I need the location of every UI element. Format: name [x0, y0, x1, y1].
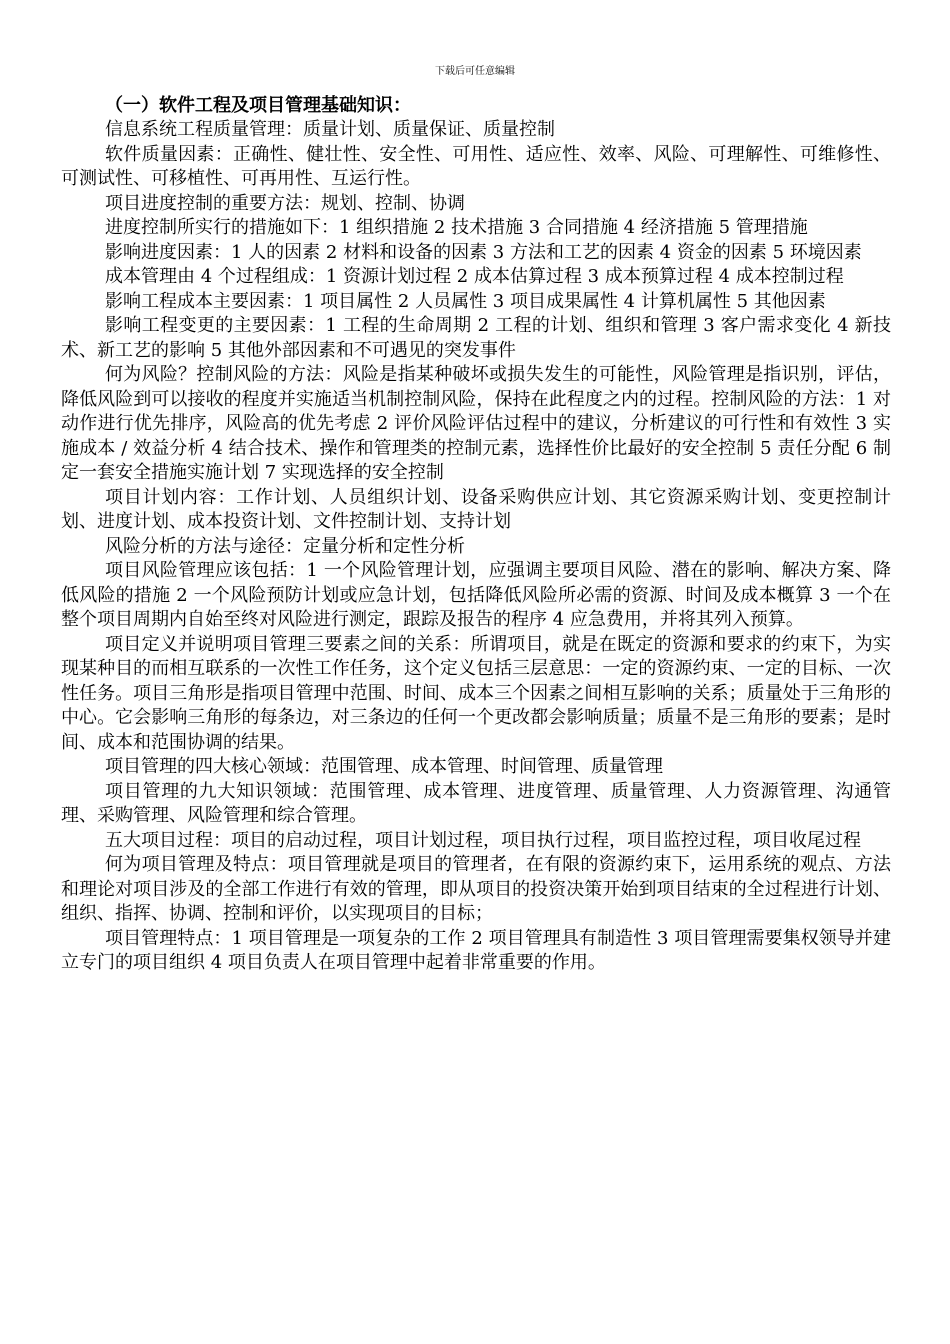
paragraph-risk-management-contents: 项目风险管理应该包括：1 一个风险管理计划，应强调主要项目风险、潜在的影响、解决方案、降低风险的措施 2 一个风险预防计划或应急计划，包括降低风险所必需的资源、时间及成本概算 3 一个在整个项目周期内自始至终对风险进行测定，跟踪及报告的程序 4 应急费用，并将其列入预算。 [61, 560, 891, 630]
paragraph-project-plan-contents: 项目计划内容：工作计划、人员组织计划、设备采购供应计划、其它资源采购计划、变更控制计划、进度计划、成本投资计划、文件控制计划、支持计划 [61, 486, 891, 532]
paragraph-risk-definition: 何为风险？控制风险的方法：风险是指某种破坏或损失发生的可能性，风险管理是指识别，评估，降低风险到可以接收的程度并实施适当机制控制风险，保持在此程度之内的过程。控制风险的方法：1 对动作进行优先排序，风险高的优先考虑 2 评价风险评估过程中的建议，分析建议的可行性和有效性 3 实施成本 / 效益分析 4 结合技术、操作和管理类的控制元素，选择性价比最好的安全控制 5 责任分配 6 制定一套安全措施实施计划 7 实现选择的安全控制 [61, 364, 891, 483]
paragraph-cost-management-processes: 成本管理由 4 个过程组成：1 资源计划过程 2 成本估算过程 3 成本预算过程 4 成本控制过程 [105, 266, 844, 287]
paragraph-risk-analysis-methods: 风险分析的方法与途径：定量分析和定性分析 [105, 535, 465, 557]
page-header: 下载后可任意编辑 [435, 66, 515, 77]
paragraph-process-groups: 五大项目过程：项目的启动过程，项目计划过程，项目执行过程，项目监控过程，项目收尾过程 [105, 829, 861, 851]
document-body [61, 94, 891, 976]
paragraph-schedule-factors: 影响进度因素：1 人的因素 2 材料和设备的因素 3 方法和工艺的因素 4 资金的因素 5 环境因素 [105, 241, 862, 263]
paragraph-schedule-control-methods: 项目进度控制的重要方法：规划、控制、协调 [105, 192, 465, 214]
paragraph-software-quality-factors: 软件质量因素：正确性、健壮性、安全性、可用性、适应性、效率、风险、可理解性、可维修性、可测试性、可移植性、可再用性、互运行性。 [61, 143, 891, 189]
paragraph-knowledge-areas: 项目管理的九大知识领域：范围管理、成本管理、进度管理、质量管理、人力资源管理、沟通管理、采购管理、风险管理和综合管理。 [61, 780, 891, 826]
paragraph-schedule-control-measures: 进度控制所实行的措施如下：1 组织措施 2 技术措施 3 合同措施 4 经济措施 5 管理措施 [105, 217, 808, 238]
section-title: （一）软件工程及项目管理基础知识： [105, 95, 411, 116]
paragraph-quality-management: 信息系统工程质量管理：质量计划、质量保证、质量控制 [105, 119, 555, 140]
paragraph-change-factors: 影响工程变更的主要因素：1 工程的生命周期 2 工程的计划、组织和管理 3 客户需求变化 4 新技术、新工艺的影响 5 其他外部因素和不可遇见的突发事件 [61, 315, 891, 361]
paragraph-core-areas: 项目管理的四大核心领域：范围管理、成本管理、时间管理、质量管理 [105, 756, 663, 777]
paragraph-project-management-definition: 何为项目管理及特点：项目管理就是项目的管理者，在有限的资源约束下，运用系统的观点、方法和理论对项目涉及的全部工作进行有效的管理，即从项目的投资决策开始到项目结束的全过程进行计划、组织、指挥、协调、控制和评价，以实现项目的目标； [61, 854, 891, 924]
paragraph-project-management-features: 项目管理特点：1 项目管理是一项复杂的工作 2 项目管理具有制造性 3 项目管理需要集权领导并建立专门的项目组织 4 项目负责人在项目管理中起着非常重要的作用。 [61, 927, 891, 973]
paragraph-cost-factors: 影响工程成本主要因素：1 项目属性 2 人员属性 3 项目成果属性 4 计算机属性 5 其他因素 [105, 290, 826, 312]
paragraph-project-definition: 项目定义并说明项目管理三要素之间的关系：所谓项目，就是在既定的资源和要求的约束下，为实现某种目的而相互联系的一次性工作任务，这个定义包括三层意思：一定的资源约束、一定的目标、一次性任务。项目三角形是指项目管理中范围、时间、成本三个因素之间相互影响的关系；质量处于三角形的中心。它会影响三角形的每条边，对三条边的任何一个更改都会影响质量；质量不是三角形的要素；是时间、成本和范围协调的结果。 [61, 633, 891, 753]
